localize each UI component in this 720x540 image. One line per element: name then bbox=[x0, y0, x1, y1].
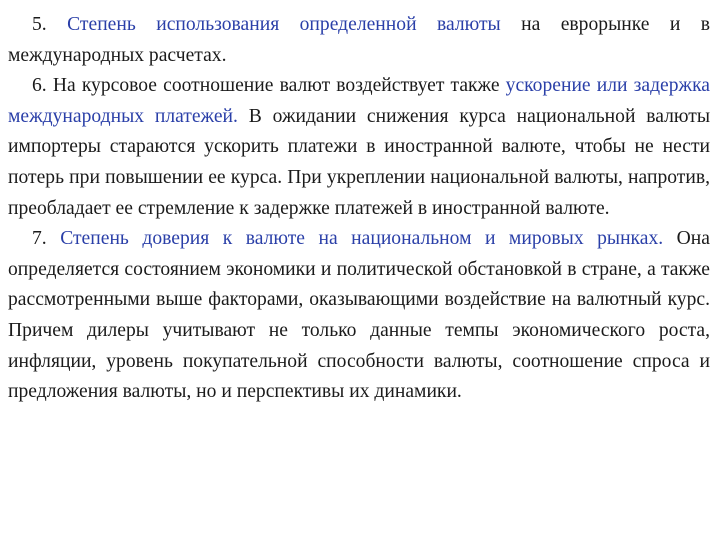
paragraph-body: на еврорынке и в международных расчетах. bbox=[8, 14, 711, 66]
paragraph-lead: На курсовое соотношение валют воздействует также bbox=[52, 75, 506, 97]
paragraph-body: В ожидании снижения курса национальной валюты импортеры стараются ускорить платежи в иностранной валюте, чтобы не нести потерь при повышении ее курса. При укреплении национальной валюты, напротив, преобладает ее стремление к задержке платежей в иностранной валюте. bbox=[8, 105, 710, 219]
paragraph-number: 6. bbox=[32, 75, 47, 97]
paragraph-7 bbox=[8, 224, 710, 408]
paragraph-number: 7. bbox=[32, 228, 47, 250]
paragraph-heading-highlight: ускорение или задержка международных платежей. bbox=[8, 75, 710, 127]
paragraph-heading-highlight: Степень использования определенной валюты bbox=[67, 14, 501, 35]
paragraph-heading-highlight: Степень доверия к валюте на национальном и мировых рынках. bbox=[60, 228, 664, 250]
paragraph-6 bbox=[8, 71, 710, 224]
paragraph-5 bbox=[8, 10, 710, 71]
paragraph-body: Она определяется состоянием экономики и политической обстановкой в стране, а также рассмотренными выше факторами, оказывающими воздействие на валютный курс. Причем дилеры учитывают не только данные темпы экономического роста, инфляции, уровень покупательной способности валюты, соотношение спроса и предложения валюты, но и перспективы их динамики. bbox=[8, 228, 710, 403]
paragraph-number: 5. bbox=[32, 14, 47, 35]
